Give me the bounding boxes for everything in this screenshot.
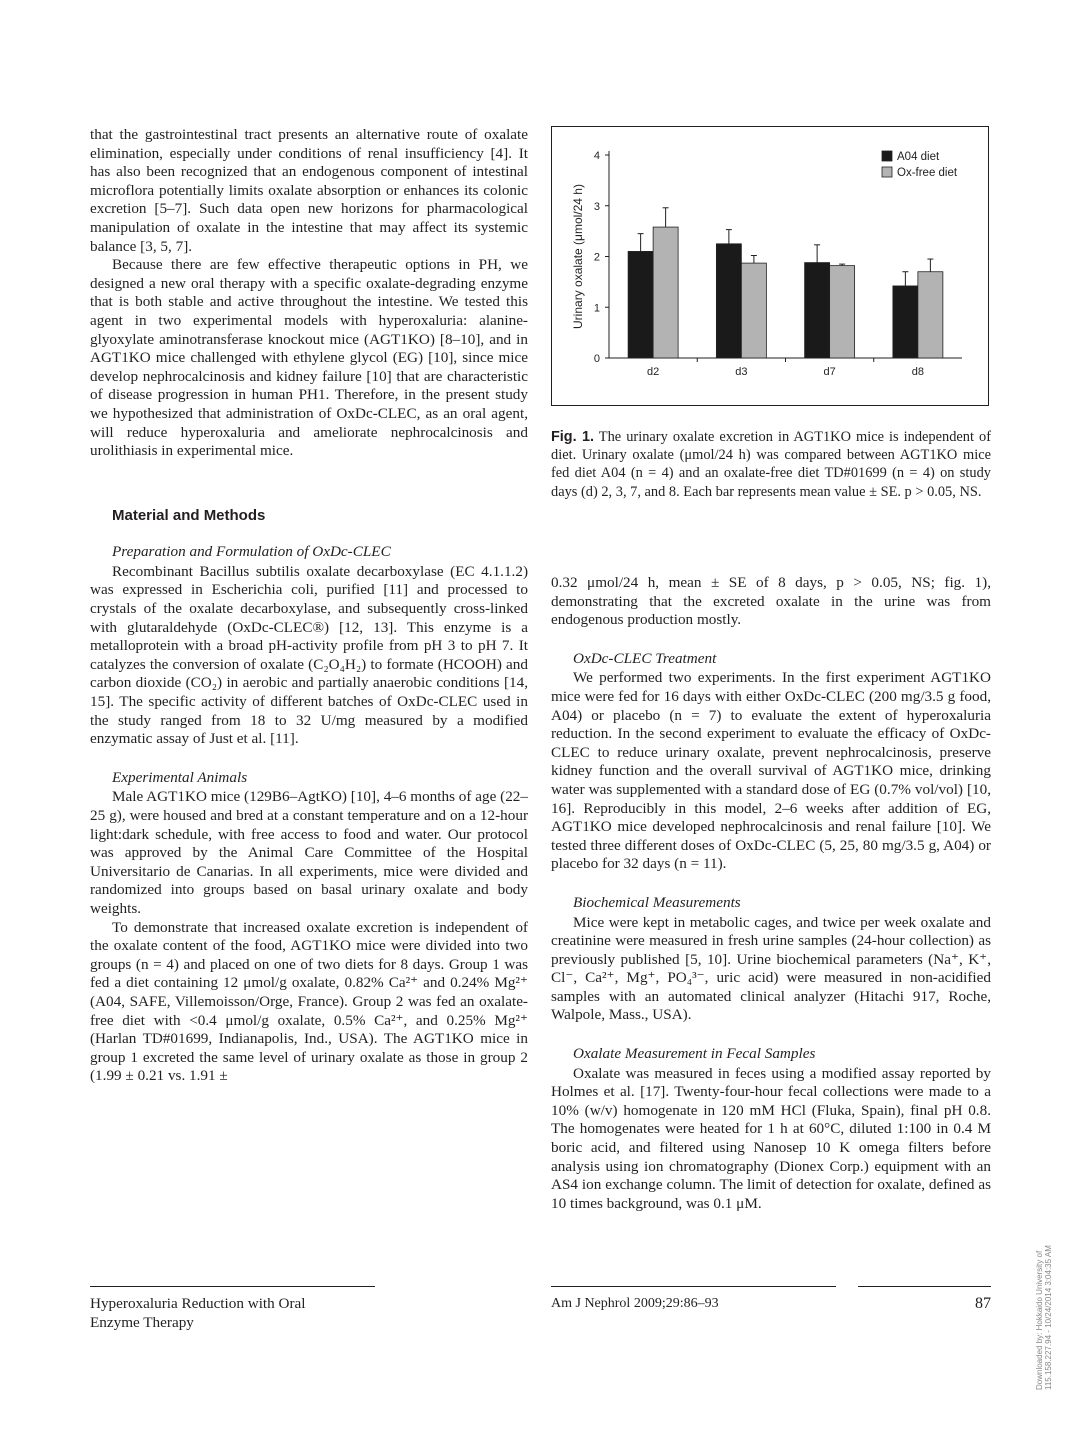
bar-ox-free-d7 xyxy=(830,266,855,358)
right-column xyxy=(551,574,991,1213)
running-title xyxy=(90,1294,306,1332)
bar-ox-free-d3 xyxy=(741,263,766,358)
y-tick-label: 4 xyxy=(593,150,600,162)
paragraph: Mice were kept in metabolic cages, and twice per week oxalate and creatinine were measured in fresh urine samples (24-hour collection) as previously published [5, 10]. Urine biochemical parameters (Na⁺, K⁺, Cl⁻, Ca²⁺, Mg⁺, PO₄³⁻, uric acid) were measured in non-acidified samples with an automated clinical analyzer (Hitachi 917, Roche, Walpole, Mass., USA). xyxy=(551,913,991,1024)
footer-rule xyxy=(90,1286,375,1287)
paragraph: To demonstrate that increased oxalate excretion is independent of the oxalate content of the food, AGT1KO mice were divided into two groups (n = 4) and placed on one of two diets for 8 days. Group 1 was fed a diet containing 12 μmol/g oxalate, 0.82% Ca²⁺ and 0.24% Mg²⁺ (A04, SAFE, Villemoisson/Orge, France). Group 2 was fed an oxalate-free diet with <0.4 μmol/g oxalate, 0.5% Ca²⁺, and 0.25% Mg²⁺ (Harlan TD#01699, Indianapolis, Ind., USA). The AGT1KO mice in group 1 excreted the same level of urinary oxalate as those in group 2 (1.99 ± 0.21 vs. 1.91 ± xyxy=(90,918,528,1085)
x-tick-label: d3 xyxy=(735,366,748,378)
y-tick-label: 0 xyxy=(593,353,600,365)
footer-rule xyxy=(858,1286,991,1287)
running-title-line: Enzyme Therapy xyxy=(90,1314,194,1331)
legend-swatch xyxy=(882,167,892,177)
legend-swatch xyxy=(882,151,892,161)
page-number: 87 xyxy=(975,1295,991,1312)
paragraph: Because there are few effective therapeutic options in PH, we designed a new oral therapy with a specific oxalate-degrading enzyme that is both stable and active throughout the intestine. We tested this agent in two experimental models with hyperoxaluria: alanine-glyoxylate aminotransferase knockout mice (AGT1KO) [8–10], and in AGT1KO mice challenged with ethylene glycol (EG) [10], since mice develop nephrocalcinosis and kidney failure [10] that are characteristic of disease progression in human PH1. Therefore, in the present study we hypothesized that administration of OxDc-CLEC, as an oral agent, will reduce hyperoxaluria and ameliorate nephrocalcinosis and urolithiasis in experimental mice. xyxy=(90,256,528,460)
download-watermark xyxy=(1035,1240,1075,1390)
paragraph: that the gastrointestinal tract presents an alternative route of oxalate elimination, especially under conditions of renal insufficiency [4]. It has also been recognized that an endogenous component of intestinal microflora potentially limits oxalate absorption or enhances its colonic excretion [5–7]. Such data open new horizons for pharmacological manipulation of oxalate in the intestine that may affect its systemic balance [3, 5, 7]. xyxy=(90,126,528,255)
bar-ox-free-d2 xyxy=(653,227,678,358)
x-tick-label: d7 xyxy=(823,366,836,378)
left-column xyxy=(90,126,528,1086)
footer-rule xyxy=(551,1286,836,1287)
y-axis-label: Urinary oxalate (μmol/24 h) xyxy=(571,184,585,329)
subsection-heading: OxDc-CLEC Treatment xyxy=(573,649,717,667)
subsection-heading: Oxalate Measurement in Fecal Samples xyxy=(573,1045,816,1063)
paragraph: 0.32 μmol/24 h, mean ± SE of 8 days, p > 0.05, NS; fig. 1), demonstrating that the excreted oxalate in the urine was from endogenous production mostly. xyxy=(551,574,991,629)
subsection-heading: Preparation and Formulation of OxDc-CLEC xyxy=(112,543,391,561)
legend-label: Ox-free diet xyxy=(897,167,958,179)
subsection-heading: Experimental Animals xyxy=(112,768,248,786)
figure-frame xyxy=(551,126,989,406)
x-tick-label: d2 xyxy=(647,366,660,378)
running-title-line: Hyperoxaluria Reduction with Oral xyxy=(90,1295,306,1312)
figure-caption xyxy=(551,428,991,501)
subsection-heading: Biochemical Measurements xyxy=(573,893,741,911)
paragraph: Recombinant Bacillus subtilis oxalate decarboxylase (EC 4.1.1.2) was expressed in Escherichia coli, purified [11] and processed to crystals of the oxalate decarboxylase, and subsequently cross-linked with glutaraldehyde (OxDc-CLEC®) [12, 13]. This enzyme is a metalloprotein with a broad pH-activity profile from pH 3 to pH 7. It catalyzes the conversion of oxalate (C₂O₄H₂) to formate (HCOOH) and carbon dioxide (CO₂) in aerobic and partially anaerobic conditions [14, 15]. The specific activity of different batches of OxDc-CLEC used in the study ranged from 18 to 32 U/mg measured by a modified enzymatic assay of Just et al. [11]. xyxy=(90,562,528,748)
paragraph: We performed two experiments. In the first experiment AGT1KO mice were fed for 16 days with either OxDc-CLEC (200 mg/3.5 g food, A04) or placebo (n = 7) to evaluate the extent of hyperoxaluria reduction. In the second experiment to evaluate the efficacy of OxDc-CLEC to reduce urinary oxalate, prevent nephrocalcinosis, preserve kidney function and the overall survival of AGT1KO mice, drinking water was supplemented with a standard dose of EG (0.7% vol/vol) [10, 16]. Reproducibly in this model, 2–6 weeks after addition of EG, AGT1KO mice developed nephrocalcinosis and renal failure [10]. We tested three different doses of OxDc-CLEC (5, 25, 80 mg/3.5 g, A04) or placebo for 32 days (n = 11). xyxy=(551,669,991,873)
bar-chart xyxy=(552,127,988,405)
journal-citation: Am J Nephrol 2009;29:86–93 xyxy=(551,1296,719,1311)
caption-label: Fig. 1. xyxy=(551,429,595,445)
download-note: Downloaded by: Hokkaido University of 115.158.227.94 - 10/24/2014 3:04:35 AM xyxy=(1035,1245,1053,1390)
section-heading: Material and Methods xyxy=(112,506,266,524)
y-tick-label: 3 xyxy=(593,200,600,213)
bar-a04-d3 xyxy=(716,244,741,358)
bar-a04-d8 xyxy=(893,286,918,358)
caption-text: The urinary oxalate excretion in AGT1KO mice is independent of diet. Urinary oxalate (μmol/24 h) was compared between AGT1KO mice fed diet A04 (n = 4) and an oxalate-free diet TD#01699 (n = 4) on study days (d) 2, 3, 7, and 8. Each bar represents mean value ± SE. p > 0.05, NS. xyxy=(551,429,992,500)
legend-label: A04 diet xyxy=(897,151,940,163)
bar-a04-d2 xyxy=(628,251,653,358)
y-tick-label: 2 xyxy=(593,251,600,264)
paragraph: Male AGT1KO mice (129B6–AgtKO) [10], 4–6 months of age (22–25 g), were housed and bred at a constant temperature and on a 12-hour light:dark schedule, with free access to food and water. Our protocol was approved by the Animal Care Committee of the Hospital Universitario de Canarias. In all experiments, mice were divided and randomized into groups based on basal urinary oxalate and body weights. xyxy=(90,788,528,917)
bar-ox-free-d8 xyxy=(918,272,943,358)
paragraph: Oxalate was measured in feces using a modified assay reported by Holmes et al. [17]. Twenty-four-hour fecal collections were made to a 10% (w/v) homogenate in 120 mM HCl (Fluka, Spain), final pH 0.8. The homogenates were heated for 1 h at 60°C, diluted 1:100 in 0.4 M boric acid, and filtered using Nanosep 10 K omega filters before analysis using ion chromatography (Dionex Corp.) equipment with an AS4 ion exchange column. The limit of detection for oxalate, defined as 10 times background, was 0.1 μM. xyxy=(551,1064,991,1212)
bar-a04-d7 xyxy=(805,263,830,358)
y-tick-label: 1 xyxy=(593,302,600,315)
x-tick-label: d8 xyxy=(911,366,924,378)
